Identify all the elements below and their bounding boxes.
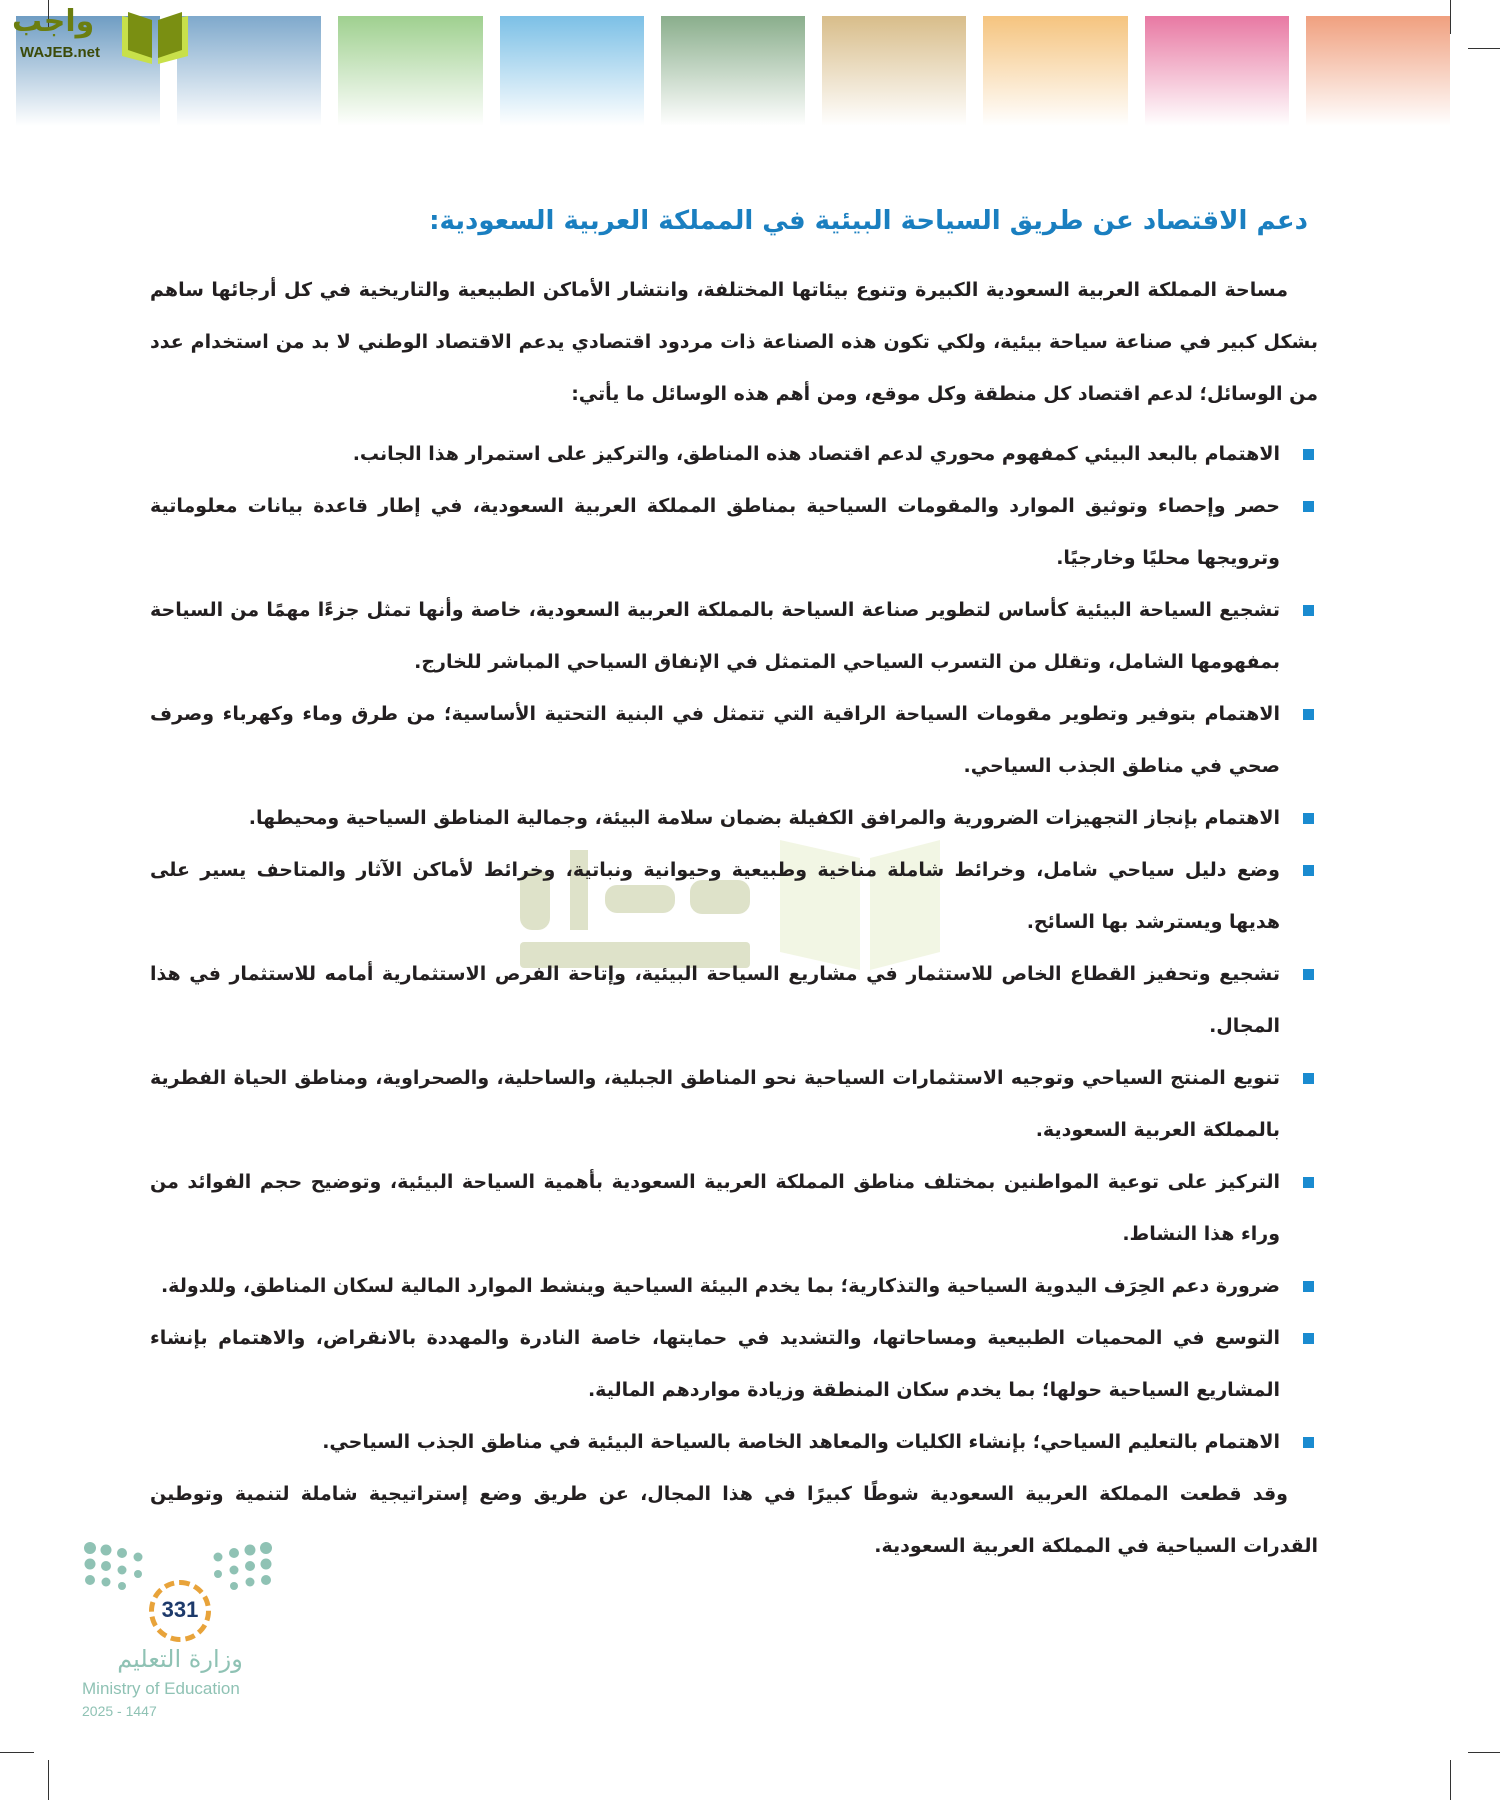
header-color-stripes <box>16 16 1450 136</box>
academic-year: 2025 - 1447 <box>82 1703 157 1719</box>
crop-mark <box>1450 1760 1451 1800</box>
bullet-square-icon <box>1303 969 1314 980</box>
ministry-logo <box>80 1540 280 1730</box>
means-list <box>150 428 1318 1468</box>
list-item <box>150 1260 1318 1312</box>
list-item <box>150 428 1318 480</box>
intro-paragraph: مساحة المملكة العربية السعودية الكبيرة وتنوع بيئاتها المختلفة، وانتشار الأماكن الطبيعية والتاريخية في كل أرجائها ساهم بشكل كبير في صناعة سياحة بيئية، ولكي تكون هذه الصناعة ذات مردود اقتصادي يدعم الاقتصاد الوطني لا بد من استخدام عدد من الوسائل؛ لدعم اقتصاد كل منطقة وكل موقع، ومن أهم هذه الوسائل ما يأتي: <box>150 279 1318 405</box>
list-item <box>150 480 1318 584</box>
list-item <box>150 1156 1318 1260</box>
bullet-square-icon <box>1303 1073 1314 1084</box>
list-item-text: الاهتمام بالبعد البيئي كمفهوم محوري لدعم اقتصاد هذه المناطق، والتركيز على استمرار هذا الجانب. <box>352 443 1280 465</box>
list-item-text: ضرورة دعم الحِرَف اليدوية السياحية والتذكارية؛ بما يخدم البيئة السياحية وينشط الموارد المالية لسكان المناطق، وللدولة. <box>160 1275 1280 1297</box>
bullet-square-icon <box>1303 813 1314 824</box>
list-item-text: التوسع في المحميات الطبيعية ومساحاتها، والتشديد في حمايتها، خاصة النادرة والمهددة بالانقراض، والاهتمام بإنشاء المشاريع السياحية حولها؛ بما يخدم سكان المنطقة وزيادة مواردهم المالية. <box>150 1327 1280 1401</box>
list-item-text: التركيز على توعية المواطنين بمختلف مناطق المملكة العربية السعودية بأهمية السياحة البيئية، وتوضيح حجم الفوائد من وراء هذا النشاط. <box>150 1171 1280 1245</box>
list-item <box>150 792 1318 844</box>
bullet-square-icon <box>1303 605 1314 616</box>
crop-mark <box>1468 48 1500 49</box>
logo-latin: WAJEB.net <box>20 44 101 61</box>
list-item <box>150 688 1318 792</box>
list-item-text: وضع دليل سياحي شامل، وخرائط شاملة مناخية وطبيعية وحيوانية ونباتية، وخرائط لأماكن الآثار والمتاحف يسير على هديها ويسترشد بها السائح. <box>150 859 1280 933</box>
wajeb-logo <box>8 4 188 66</box>
book-icon <box>118 8 192 64</box>
color-stripe <box>177 16 321 126</box>
color-stripe <box>1306 16 1450 126</box>
bullet-square-icon <box>1303 1333 1314 1344</box>
bullet-square-icon <box>1303 449 1314 460</box>
conclusion-paragraph: وقد قطعت المملكة العربية السعودية شوطًا كبيرًا في هذا المجال، عن طريق وضع إستراتيجية شاملة لتنمية وتوطين القدرات السياحية في المملكة العربية السعودية. <box>150 1483 1318 1557</box>
list-item-text: تشجيع وتحفيز القطاع الخاص للاستثمار في مشاريع السياحة البيئية، وإتاحة الفرص الاستثمارية أمامه للاستثمار في هذا المجال. <box>150 963 1280 1037</box>
bullet-square-icon <box>1303 1437 1314 1448</box>
list-item <box>150 948 1318 1052</box>
color-stripe <box>661 16 805 126</box>
page-content <box>150 196 1318 1572</box>
crop-mark <box>48 1760 49 1800</box>
list-item-text: الاهتمام بإنجاز التجهيزات الضرورية والمرافق الكفيلة بضمان سلامة البيئة، وجمالية المناطق السياحية ومحيطها. <box>248 807 1280 829</box>
list-item-text: تنويع المنتج السياحي وتوجيه الاستثمارات السياحية نحو المناطق الجبلية، والساحلية، والصحراوية، ومناطق الحياة الفطرية بالمملكة العربية السعودية. <box>150 1067 1280 1141</box>
list-item-text: الاهتمام بتوفير وتطوير مقومات السياحة الراقية التي تتمثل في البنية التحتية الأساسية؛ من طرق وماء وكهرباء وصرف صحي في مناطق الجذب السياحي. <box>150 703 1280 777</box>
list-item <box>150 1312 1318 1416</box>
ministry-name-english: Ministry of Education <box>82 1679 240 1698</box>
list-item-text: تشجيع السياحة البيئية كأساس لتطوير صناعة السياحة بالمملكة العربية السعودية، خاصة وأنها تمثل جزءًا مهمًا من السياحة بمفهومها الشامل، وتقلل من التسرب السياحي المتمثل في الإنفاق السياحي المباشر للخارج. <box>150 599 1280 673</box>
color-stripe <box>822 16 966 126</box>
color-stripe <box>983 16 1127 126</box>
crop-mark <box>1468 1752 1500 1753</box>
ministry-name-arabic: وزارة التعليم <box>117 1645 243 1673</box>
list-item-text: الاهتمام بالتعليم السياحي؛ بإنشاء الكليات والمعاهد الخاصة بالسياحة البيئية في مناطق الجذب السياحي. <box>322 1431 1280 1453</box>
crop-mark <box>0 1752 34 1753</box>
logo-arabic: واجب <box>12 4 95 39</box>
crop-mark <box>1450 0 1451 34</box>
bullet-square-icon <box>1303 865 1314 876</box>
list-item <box>150 584 1318 688</box>
bullet-square-icon <box>1303 709 1314 720</box>
color-stripe <box>1145 16 1289 126</box>
section-title: دعم الاقتصاد عن طريق السياحة البيئية في المملكة العربية السعودية: <box>429 206 1308 236</box>
list-item <box>150 844 1318 948</box>
bullet-square-icon <box>1303 1281 1314 1292</box>
list-item-text: حصر وإحصاء وتوثيق الموارد والمقومات السياحية بمناطق المملكة العربية السعودية، في إطار قاعدة بيانات معلوماتية وترويجها محليًا وخارجيًا. <box>150 495 1280 569</box>
page-number: 331 <box>161 1597 199 1622</box>
list-item <box>150 1052 1318 1156</box>
bullet-square-icon <box>1303 501 1314 512</box>
list-item <box>150 1416 1318 1468</box>
bullet-square-icon <box>1303 1177 1314 1188</box>
color-stripe <box>338 16 482 126</box>
color-stripe <box>500 16 644 126</box>
